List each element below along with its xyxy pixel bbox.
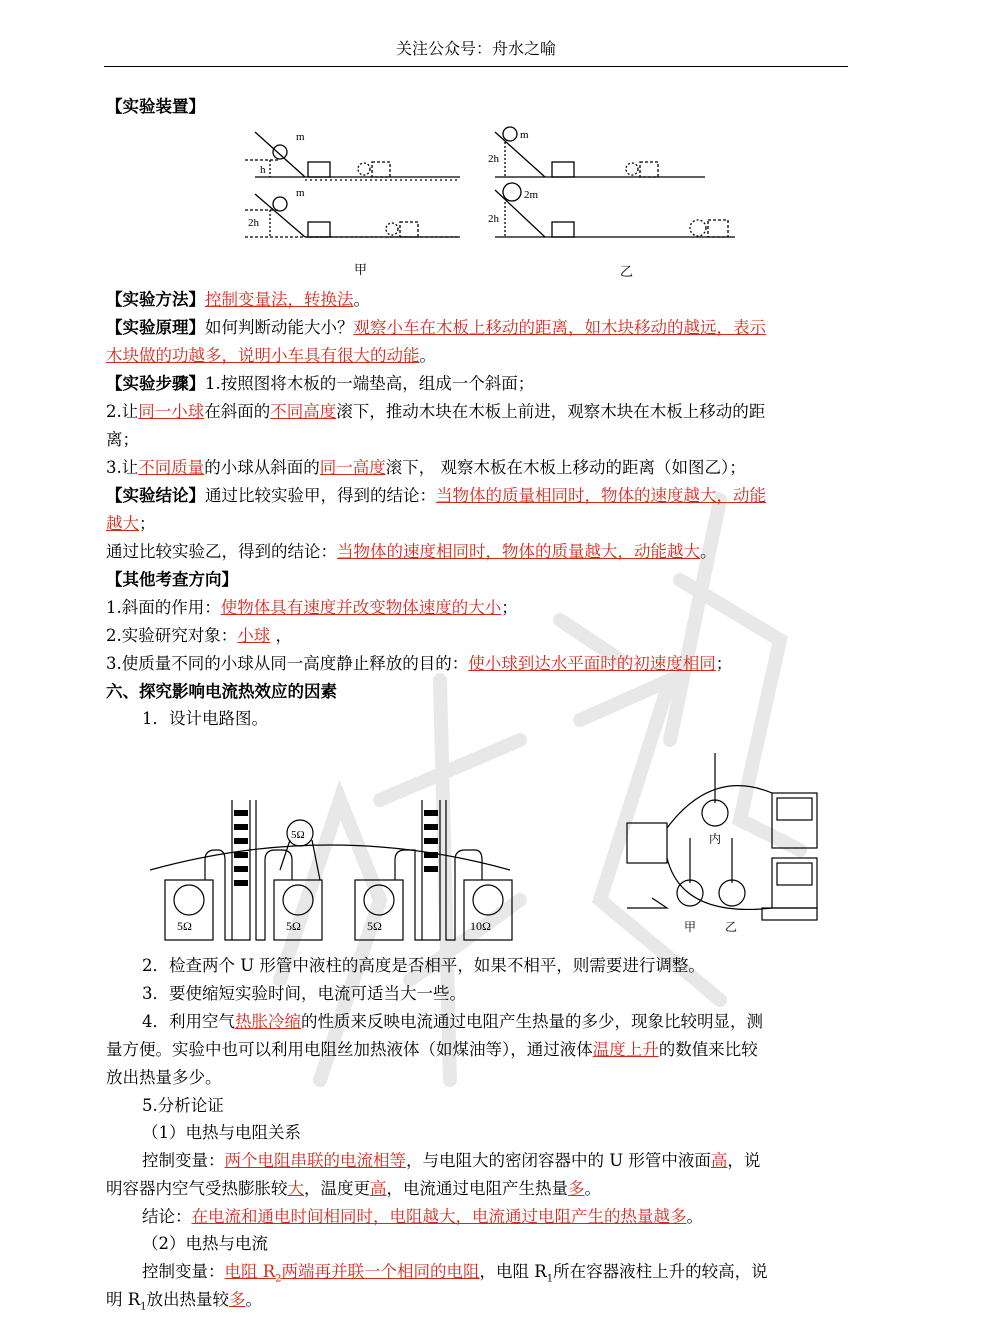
- svg-text:2h: 2h: [488, 213, 499, 225]
- steps-line-2b: 离；: [106, 430, 139, 449]
- svg-text:2h: 2h: [488, 153, 499, 165]
- section-6-title: 六、探究影响电流热效应的因素: [106, 682, 337, 701]
- subsection-1: （1）电热与电阻关系: [142, 1123, 301, 1142]
- section-6-p1: 1．设计电路图。: [142, 709, 268, 728]
- steps-line-3: 3.让不同质量的小球从斜面的同一高度滚下， 观察木板在木板上移动的距离（如图乙）；: [106, 458, 746, 477]
- section-6-p3: 3．要使缩短实验时间，电流可适当大一些。: [142, 984, 466, 1003]
- control-variable-1b: 明容器内空气受热膨胀较大，温度更高，电流通过电阻产生热量多。: [106, 1179, 601, 1198]
- control-variable-2b: 明 $R_1$放出热量较多。: [106, 1290, 263, 1313]
- section-6-p4b: 量方便。实验中也可以利用电阻丝加热液体（如煤油等），通过液体温度上升的数值来比较: [106, 1040, 758, 1059]
- svg-text:乙: 乙: [620, 264, 634, 279]
- header-divider: [104, 66, 848, 67]
- svg-text:甲: 甲: [684, 920, 697, 933]
- steps-line-2: 2.让同一小球在斜面的不同高度滚下，推动木块在木板上前进，观察木块在木板上移动的距: [106, 402, 766, 421]
- control-variable-2: 控制变量：电阻 $R_2$两端再并联一个相同的电阻，电阻 $R_1$所在容器液柱上升的较高，说: [142, 1262, 768, 1285]
- ball-icon: [273, 145, 287, 159]
- svg-text:m: m: [296, 187, 305, 199]
- other-q2: 2.实验研究对象：小球 ，: [106, 626, 292, 645]
- physical-circuit-figure: [612, 748, 832, 933]
- svg-text:内: 内: [709, 832, 722, 846]
- control-variable-1: 控制变量：两个电阻串联的电流相等，与电阻大的密闭容器中的 U 形管中液面高，说: [142, 1151, 761, 1170]
- section-6-p5: 5.分析论证: [142, 1096, 224, 1115]
- svg-text:m: m: [296, 131, 305, 143]
- section-label-other: 【其他考查方向】: [106, 570, 238, 589]
- svg-text:5Ω: 5Ω: [367, 919, 382, 933]
- other-q1: 1.斜面的作用：使物体具有速度并改变物体速度的大小；: [106, 598, 518, 617]
- conclusion-line-1b: 越大；: [106, 514, 156, 533]
- u-tube-circuit-figure: [150, 800, 520, 945]
- section-label-apparatus: 【实验装置】: [106, 97, 205, 116]
- svg-text:甲: 甲: [354, 262, 368, 277]
- svg-text:5Ω: 5Ω: [177, 919, 192, 933]
- svg-text:5Ω: 5Ω: [291, 829, 305, 841]
- svg-text:5Ω: 5Ω: [286, 919, 301, 933]
- page-header: 关注公众号：舟水之喻: [395, 39, 556, 58]
- steps-line-1: 【实验步骤】1.按照图将木板的一端垫高，组成一个斜面；: [106, 374, 535, 393]
- principle-line: 【实验原理】如何判断动能大小？观察小车在木板上移动的距离，如木块移动的越远，表示: [106, 318, 766, 337]
- section-6-p4: 4．利用空气热胀冷缩的性质来反映电流通过电阻产生热量的多少，现象比较明显，测: [142, 1012, 763, 1031]
- svg-text:2h: 2h: [248, 217, 259, 229]
- conclusion-line-1: 【实验结论】通过比较实验甲，得到的结论：当物体的质量相同时，物体的速度越大，动能: [106, 486, 766, 505]
- section-6-p4c: 放出热量多少。: [106, 1068, 222, 1087]
- method-line: 【实验方法】控制变量法，转换法。: [106, 290, 370, 309]
- method-label: 【实验方法】: [106, 290, 205, 309]
- method-answer: 控制变量法，转换法: [205, 290, 354, 309]
- conclusion-1: 结论：在电流和通电时间相同时，电阻越大，电流通过电阻产生的热量越多。: [142, 1207, 703, 1226]
- section-6-p2: 2．检查两个 U 形管中液柱的高度是否相平，如果不相平，则需要进行调整。: [142, 956, 705, 975]
- other-q3: 3.使质量不同的小球从同一高度静止释放的目的：使小球到达水平面时的初速度相同；: [106, 654, 733, 673]
- svg-text:10Ω: 10Ω: [470, 919, 491, 933]
- svg-text:乙: 乙: [725, 920, 738, 933]
- kinetic-energy-apparatus-figure: [240, 122, 740, 282]
- subsection-2: （2）电热与电流: [142, 1234, 268, 1253]
- conclusion-line-2: 通过比较实验乙，得到的结论：当物体的速度相同时，物体的质量越大，动能越大。: [106, 542, 717, 561]
- principle-line-2: 木块做的功越多，说明小车具有很大的动能。: [106, 346, 436, 365]
- svg-text:2m: 2m: [524, 189, 539, 201]
- svg-text:h: h: [260, 164, 266, 176]
- svg-text:m: m: [520, 129, 529, 141]
